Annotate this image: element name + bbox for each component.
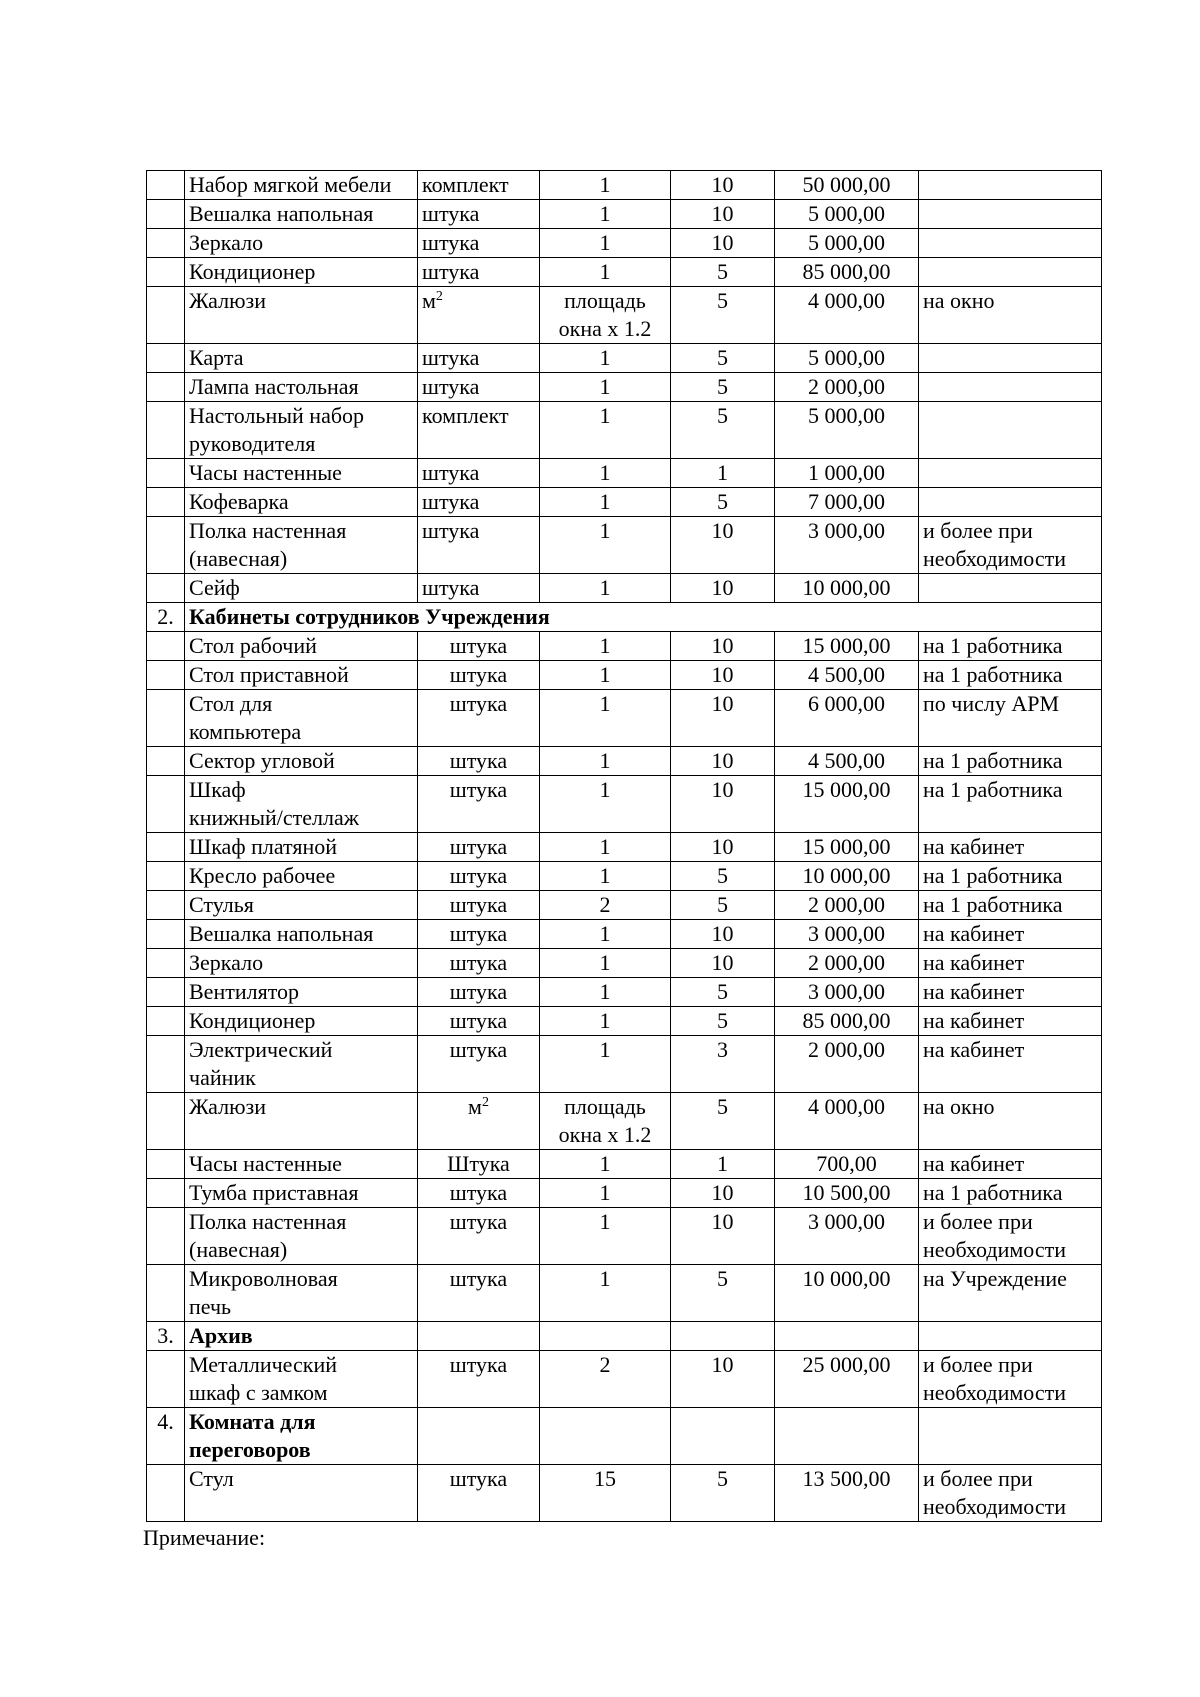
price-cell: 10 000,00 <box>775 1265 919 1322</box>
quantity-cell: 1 <box>540 1150 671 1179</box>
unit-cell: штука <box>418 661 540 690</box>
price-cell: 5 000,00 <box>775 402 919 459</box>
item-name-cell: Часы настенные <box>185 459 418 488</box>
service-years-cell: 5 <box>671 1007 775 1036</box>
unit-cell: штука <box>418 920 540 949</box>
price-cell: 3 000,00 <box>775 1208 919 1265</box>
quantity-cell: 1 <box>540 978 671 1007</box>
empty-cell <box>540 1322 671 1351</box>
service-years-cell: 10 <box>671 1351 775 1408</box>
item-name-cell: Шкаф книжный/стеллаж <box>185 776 418 833</box>
section-header-row <box>147 603 1102 632</box>
note-cell: на 1 работника <box>919 891 1102 920</box>
price-cell: 700,00 <box>775 1150 919 1179</box>
note-cell <box>919 402 1102 459</box>
note-cell: на 1 работника <box>919 661 1102 690</box>
price-cell: 5 000,00 <box>775 229 919 258</box>
unit-cell: штука <box>418 776 540 833</box>
unit-cell: штука <box>418 488 540 517</box>
quantity-cell: 1 <box>540 229 671 258</box>
table-row <box>147 920 1102 949</box>
quantity-cell: 1 <box>540 517 671 574</box>
unit-cell: комплект <box>418 402 540 459</box>
item-name-cell: Микроволновая печь <box>185 1265 418 1322</box>
price-cell: 15 000,00 <box>775 776 919 833</box>
item-name-cell: Вешалка напольная <box>185 200 418 229</box>
quantity-cell: 1 <box>540 459 671 488</box>
row-number-cell <box>147 517 185 574</box>
price-cell: 2 000,00 <box>775 1036 919 1093</box>
note-cell: и более при необходимости <box>919 1465 1102 1522</box>
empty-cell <box>671 1322 775 1351</box>
unit-cell: штука <box>418 1208 540 1265</box>
unit-superscript: 2 <box>435 289 443 304</box>
item-name-cell: Вентилятор <box>185 978 418 1007</box>
row-number-cell <box>147 1007 185 1036</box>
quantity-cell: 1 <box>540 171 671 200</box>
empty-cell <box>775 1408 919 1465</box>
unit-cell: штука <box>418 1465 540 1522</box>
row-number-cell <box>147 833 185 862</box>
note-cell: на кабинет <box>919 1036 1102 1093</box>
item-name-cell: Стулья <box>185 891 418 920</box>
service-years-cell: 3 <box>671 1036 775 1093</box>
quantity-cell: 1 <box>540 258 671 287</box>
table-row <box>147 1465 1102 1522</box>
table-row <box>147 747 1102 776</box>
quantity-cell: 1 <box>540 1007 671 1036</box>
unit-cell: штука <box>418 258 540 287</box>
row-number-cell <box>147 1150 185 1179</box>
quantity-cell: 1 <box>540 920 671 949</box>
price-cell: 4 500,00 <box>775 661 919 690</box>
item-name-cell: Жалюзи <box>185 287 418 344</box>
service-years-cell: 10 <box>671 171 775 200</box>
quantity-cell: 1 <box>540 690 671 747</box>
row-number-cell <box>147 1265 185 1322</box>
item-name-cell: Полка настенная (навесная) <box>185 517 418 574</box>
price-cell: 10 000,00 <box>775 574 919 603</box>
section-number-cell: 2. <box>147 603 185 632</box>
note-cell <box>919 574 1102 603</box>
service-years-cell: 10 <box>671 200 775 229</box>
price-cell: 1 000,00 <box>775 459 919 488</box>
service-years-cell: 10 <box>671 920 775 949</box>
row-number-cell <box>147 747 185 776</box>
item-name-cell: Настольный набор руководителя <box>185 402 418 459</box>
unit-cell: $м^2$ <box>418 287 540 344</box>
service-years-cell: 10 <box>671 661 775 690</box>
note-cell <box>919 229 1102 258</box>
table-row <box>147 978 1102 1007</box>
item-name-cell: Кресло рабочее <box>185 862 418 891</box>
row-number-cell <box>147 200 185 229</box>
price-cell: 15 000,00 <box>775 833 919 862</box>
item-name-cell: Лампа настольная <box>185 373 418 402</box>
item-name-cell: Часы настенные <box>185 1150 418 1179</box>
service-years-cell: 10 <box>671 949 775 978</box>
service-years-cell: 10 <box>671 517 775 574</box>
table-row <box>147 833 1102 862</box>
row-number-cell <box>147 661 185 690</box>
price-cell: 3 000,00 <box>775 920 919 949</box>
price-cell: 6 000,00 <box>775 690 919 747</box>
row-number-cell <box>147 373 185 402</box>
quantity-cell: 2 <box>540 1351 671 1408</box>
note-cell <box>919 373 1102 402</box>
unit-cell: штука <box>418 459 540 488</box>
row-number-cell <box>147 920 185 949</box>
note-cell: на Учреждение <box>919 1265 1102 1322</box>
quantity-cell: 1 <box>540 1208 671 1265</box>
row-number-cell <box>147 171 185 200</box>
row-number-cell <box>147 1351 185 1408</box>
table-row <box>147 1150 1102 1179</box>
note-cell: и более при необходимости <box>919 517 1102 574</box>
unit-cell: штука <box>418 1036 540 1093</box>
item-name-cell: Полка настенная (навесная) <box>185 1208 418 1265</box>
service-years-cell: 10 <box>671 690 775 747</box>
unit-superscript: 2 <box>481 1095 489 1110</box>
section-title-cell: Кабинеты сотрудников Учреждения <box>185 603 1102 632</box>
unit-cell: штука <box>418 1179 540 1208</box>
note-cell: на 1 работника <box>919 862 1102 891</box>
table-row <box>147 1208 1102 1265</box>
price-cell: 3 000,00 <box>775 517 919 574</box>
table-row <box>147 949 1102 978</box>
service-years-cell: 5 <box>671 891 775 920</box>
empty-cell <box>671 1408 775 1465</box>
footer-note: Примечание: <box>143 1525 266 1550</box>
table-row <box>147 229 1102 258</box>
unit-cell: штука <box>418 1007 540 1036</box>
note-cell: на кабинет <box>919 920 1102 949</box>
note-cell: на кабинет <box>919 1007 1102 1036</box>
section-number-cell: 4. <box>147 1408 185 1465</box>
service-years-cell: 5 <box>671 978 775 1007</box>
empty-cell <box>540 1408 671 1465</box>
price-cell: 10 000,00 <box>775 862 919 891</box>
item-name-cell: Набор мягкой мебели <box>185 171 418 200</box>
item-name-cell: Стол приставной <box>185 661 418 690</box>
row-number-cell <box>147 1208 185 1265</box>
row-number-cell <box>147 862 185 891</box>
unit-cell: штука <box>418 833 540 862</box>
empty-cell <box>418 1322 540 1351</box>
price-cell: 7 000,00 <box>775 488 919 517</box>
service-years-cell: 5 <box>671 258 775 287</box>
service-years-cell: 10 <box>671 747 775 776</box>
unit-cell: штука <box>418 373 540 402</box>
quantity-cell: 1 <box>540 373 671 402</box>
unit-cell: штука <box>418 747 540 776</box>
item-name-cell: Стол для компьютера <box>185 690 418 747</box>
inventory-table <box>146 170 1102 1522</box>
note-cell: по числу АРМ <box>919 690 1102 747</box>
note-cell: на кабинет <box>919 978 1102 1007</box>
quantity-cell: 1 <box>540 632 671 661</box>
unit-cell: штука <box>418 574 540 603</box>
item-name-cell: Вешалка напольная <box>185 920 418 949</box>
service-years-cell: 1 <box>671 1150 775 1179</box>
service-years-cell: 10 <box>671 574 775 603</box>
unit-cell: штука <box>418 1265 540 1322</box>
row-number-cell <box>147 690 185 747</box>
table-row <box>147 1036 1102 1093</box>
quantity-cell: 1 <box>540 574 671 603</box>
note-cell: на кабинет <box>919 833 1102 862</box>
note-cell: на окно <box>919 1093 1102 1150</box>
section-header-row <box>147 1408 1102 1465</box>
section-header-row <box>147 1322 1102 1351</box>
note-cell: и более при необходимости <box>919 1351 1102 1408</box>
service-years-cell: 10 <box>671 833 775 862</box>
empty-cell <box>919 1408 1102 1465</box>
row-number-cell <box>147 1179 185 1208</box>
quantity-cell: 1 <box>540 200 671 229</box>
note-cell <box>919 488 1102 517</box>
price-cell: 2 000,00 <box>775 891 919 920</box>
row-number-cell <box>147 258 185 287</box>
price-cell: 2 000,00 <box>775 373 919 402</box>
unit-cell: штука <box>418 891 540 920</box>
note-cell <box>919 258 1102 287</box>
quantity-cell: площадь окна х 1.2 <box>540 1093 671 1150</box>
table-row <box>147 1351 1102 1408</box>
service-years-cell: 10 <box>671 632 775 661</box>
row-number-cell <box>147 459 185 488</box>
table-row <box>147 862 1102 891</box>
service-years-cell: 5 <box>671 488 775 517</box>
quantity-cell: 1 <box>540 1265 671 1322</box>
table-row <box>147 1179 1102 1208</box>
service-years-cell: 1 <box>671 459 775 488</box>
table-row <box>147 488 1102 517</box>
service-years-cell: 5 <box>671 287 775 344</box>
row-number-cell <box>147 344 185 373</box>
item-name-cell: Жалюзи <box>185 1093 418 1150</box>
price-cell: 5 000,00 <box>775 344 919 373</box>
quantity-cell: 15 <box>540 1465 671 1522</box>
item-name-cell: Шкаф платяной <box>185 833 418 862</box>
unit-cell: штука <box>418 949 540 978</box>
table-row <box>147 661 1102 690</box>
service-years-cell: 10 <box>671 1179 775 1208</box>
table-row <box>147 1093 1102 1150</box>
item-name-cell: Зеркало <box>185 949 418 978</box>
empty-cell <box>418 1408 540 1465</box>
quantity-cell: 1 <box>540 661 671 690</box>
row-number-cell <box>147 402 185 459</box>
table-row <box>147 459 1102 488</box>
item-name-cell: Металлический шкаф с замком <box>185 1351 418 1408</box>
service-years-cell: 5 <box>671 862 775 891</box>
empty-cell <box>775 1322 919 1351</box>
note-cell: на 1 работника <box>919 776 1102 833</box>
item-name-cell: Сектор угловой <box>185 747 418 776</box>
table-row <box>147 632 1102 661</box>
table-row <box>147 574 1102 603</box>
row-number-cell <box>147 891 185 920</box>
price-cell: 15 000,00 <box>775 632 919 661</box>
row-number-cell <box>147 949 185 978</box>
table-row <box>147 1007 1102 1036</box>
note-cell: на 1 работника <box>919 1179 1102 1208</box>
quantity-cell: 1 <box>540 949 671 978</box>
price-cell: 10 500,00 <box>775 1179 919 1208</box>
item-name-cell: Электрический чайник <box>185 1036 418 1093</box>
row-number-cell <box>147 287 185 344</box>
note-cell <box>919 459 1102 488</box>
price-cell: 50 000,00 <box>775 171 919 200</box>
price-cell: 5 000,00 <box>775 200 919 229</box>
item-name-cell: Сейф <box>185 574 418 603</box>
table-row <box>147 344 1102 373</box>
table-row <box>147 776 1102 833</box>
service-years-cell: 5 <box>671 1093 775 1150</box>
price-cell: 85 000,00 <box>775 1007 919 1036</box>
quantity-cell: 1 <box>540 488 671 517</box>
item-name-cell: Кондиционер <box>185 1007 418 1036</box>
unit-cell: штука <box>418 978 540 1007</box>
unit-cell: штука <box>418 344 540 373</box>
row-number-cell <box>147 1093 185 1150</box>
table-row <box>147 258 1102 287</box>
item-name-cell: Тумба приставная <box>185 1179 418 1208</box>
unit-cell: комплект <box>418 171 540 200</box>
note-cell: на 1 работника <box>919 747 1102 776</box>
table-row <box>147 690 1102 747</box>
table-row <box>147 373 1102 402</box>
quantity-cell: 2 <box>540 891 671 920</box>
price-cell: 3 000,00 <box>775 978 919 1007</box>
unit-cell: штука <box>418 517 540 574</box>
unit-cell: штука <box>418 632 540 661</box>
price-cell: 25 000,00 <box>775 1351 919 1408</box>
price-cell: 13 500,00 <box>775 1465 919 1522</box>
table-row <box>147 402 1102 459</box>
note-cell: на 1 работника <box>919 632 1102 661</box>
price-cell: 4 000,00 <box>775 1093 919 1150</box>
service-years-cell: 5 <box>671 344 775 373</box>
table-row <box>147 171 1102 200</box>
quantity-cell: 1 <box>540 344 671 373</box>
quantity-cell: площадь окна х 1.2 <box>540 287 671 344</box>
service-years-cell: 5 <box>671 402 775 459</box>
service-years-cell: 5 <box>671 1465 775 1522</box>
row-number-cell <box>147 229 185 258</box>
price-cell: 85 000,00 <box>775 258 919 287</box>
section-number-cell: 3. <box>147 1322 185 1351</box>
price-cell: 2 000,00 <box>775 949 919 978</box>
note-cell: на окно <box>919 287 1102 344</box>
quantity-cell: 1 <box>540 833 671 862</box>
row-number-cell <box>147 632 185 661</box>
row-number-cell <box>147 574 185 603</box>
row-number-cell <box>147 1465 185 1522</box>
quantity-cell: 1 <box>540 402 671 459</box>
empty-cell <box>919 1322 1102 1351</box>
note-cell: на кабинет <box>919 949 1102 978</box>
note-cell <box>919 200 1102 229</box>
price-cell: 4 000,00 <box>775 287 919 344</box>
unit-cell: Штука <box>418 1150 540 1179</box>
unit-cell: $м^2$ <box>418 1093 540 1150</box>
unit-cell: штука <box>418 1351 540 1408</box>
table-row <box>147 200 1102 229</box>
unit-cell: штука <box>418 200 540 229</box>
item-name-cell: Стул <box>185 1465 418 1522</box>
item-name-cell: Стол рабочий <box>185 632 418 661</box>
service-years-cell: 10 <box>671 1208 775 1265</box>
quantity-cell: 1 <box>540 1179 671 1208</box>
service-years-cell: 5 <box>671 373 775 402</box>
row-number-cell <box>147 978 185 1007</box>
item-name-cell: Кофеварка <box>185 488 418 517</box>
service-years-cell: 5 <box>671 1265 775 1322</box>
inventory-table-body <box>147 171 1102 1522</box>
service-years-cell: 10 <box>671 229 775 258</box>
note-cell <box>919 344 1102 373</box>
section-title-cell: Комната для переговоров <box>185 1408 418 1465</box>
quantity-cell: 1 <box>540 747 671 776</box>
service-years-cell: 10 <box>671 776 775 833</box>
section-title-cell: Архив <box>185 1322 418 1351</box>
unit-cell: штука <box>418 690 540 747</box>
note-cell: и более при необходимости <box>919 1208 1102 1265</box>
table-row <box>147 517 1102 574</box>
unit-cell: штука <box>418 862 540 891</box>
unit-cell: штука <box>418 229 540 258</box>
table-row <box>147 287 1102 344</box>
item-name-cell: Кондиционер <box>185 258 418 287</box>
row-number-cell <box>147 488 185 517</box>
price-cell: 4 500,00 <box>775 747 919 776</box>
quantity-cell: 1 <box>540 776 671 833</box>
item-name-cell: Зеркало <box>185 229 418 258</box>
row-number-cell <box>147 1036 185 1093</box>
table-row <box>147 1265 1102 1322</box>
quantity-cell: 1 <box>540 1036 671 1093</box>
note-cell: на кабинет <box>919 1150 1102 1179</box>
item-name-cell: Карта <box>185 344 418 373</box>
note-cell <box>919 171 1102 200</box>
table-row <box>147 891 1102 920</box>
quantity-cell: 1 <box>540 862 671 891</box>
row-number-cell <box>147 776 185 833</box>
